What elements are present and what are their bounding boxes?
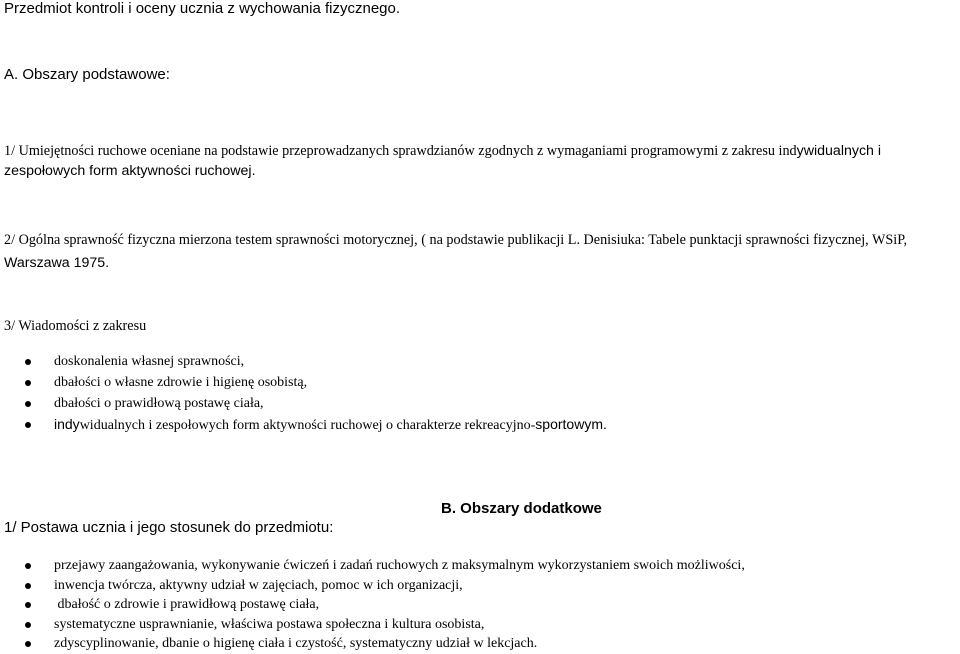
bullet-icon [25, 359, 31, 365]
point-2-text-sans: Warszawa 1975. [4, 255, 110, 271]
list-item-text-sans: indy [54, 416, 80, 432]
list-item-text: inwencja twórcza, aktywny udział w zajęciach, pomoc w ich organizacji, [54, 577, 463, 593]
list-item [0, 393, 607, 414]
bullet-icon [25, 401, 31, 407]
point-3-paragraph: 3/ Wiadomości z zakresu [4, 318, 147, 334]
list-item [0, 576, 745, 596]
bullet-icon [25, 422, 31, 428]
list-item-text: zdyscyplinowanie, dbanie o higienę ciała i czystość, systematyczny udział w lekcjach. [54, 636, 538, 651]
point-2-text-serif: 2/ Ogólna sprawność fizyczna mierzona testem sprawności motorycznej, ( na podstawie publikacji L. Denisiuka: Tabele punktacji sprawności fizycznej, WSiP, [4, 232, 908, 248]
list-item [0, 634, 745, 654]
bullet-icon [25, 602, 31, 608]
section-b-heading: B. Obszary dodatkowe [441, 500, 602, 517]
list-item-text: przejawy zaangażowania, wykonywanie ćwiczeń i zadań ruchowych z maksymalnym wykorzystaniem swoich możliwości, [54, 558, 745, 573]
point-2-paragraph [4, 229, 960, 275]
bullet-icon [25, 380, 31, 386]
point-1-text-serif: 1/ Umiejętności ruchowe oceniane na podstawie przeprowadzanych sprawdzianów zgodnych z wymaganiami programowymi z zakresu ind [4, 143, 797, 159]
list-item [0, 615, 745, 635]
bullet-icon [25, 583, 31, 589]
document-title: Przedmiot kontroli i oceny ucznia z wychowania fizycznego. [4, 0, 401, 17]
list-item-text: dbałości o prawidłową postawę ciała, [54, 396, 264, 411]
bullet-icon [25, 622, 31, 628]
list-item-text: dbałość o zdrowie i prawidłową postawę ciała, [54, 597, 320, 612]
list-item-text-serif: widualnych i zespołowych form aktywności ruchowej o charakterze rekreacyjno- [79, 418, 536, 433]
point-1-paragraph [4, 141, 960, 181]
attitude-bullet-list [0, 556, 745, 654]
list-item [0, 372, 607, 393]
list-item [0, 351, 607, 372]
list-item-text: systematyczne usprawnianie, właściwa postawa społeczna i kultura osobista, [54, 616, 485, 632]
list-item [0, 595, 745, 615]
list-item [0, 556, 745, 576]
list-item-text-sans-end: sportowym. [535, 416, 607, 432]
point-1-text-sans: ywidualnych i zespołowych form aktywności ruchowej. [4, 143, 882, 179]
list-item-text: dbałości o własne zdrowie i higienę osobistą, [54, 375, 308, 390]
knowledge-bullet-list [0, 351, 607, 435]
bullet-icon [25, 641, 31, 647]
list-item-text: doskonalenia własnej sprawności, [54, 354, 245, 369]
bullet-icon [25, 563, 31, 569]
list-item [0, 414, 607, 435]
section-b-subheading: 1/ Postawa ucznia i jego stosunek do przedmiotu: [4, 519, 334, 536]
section-a-heading: A. Obszary podstawowe: [4, 66, 170, 83]
